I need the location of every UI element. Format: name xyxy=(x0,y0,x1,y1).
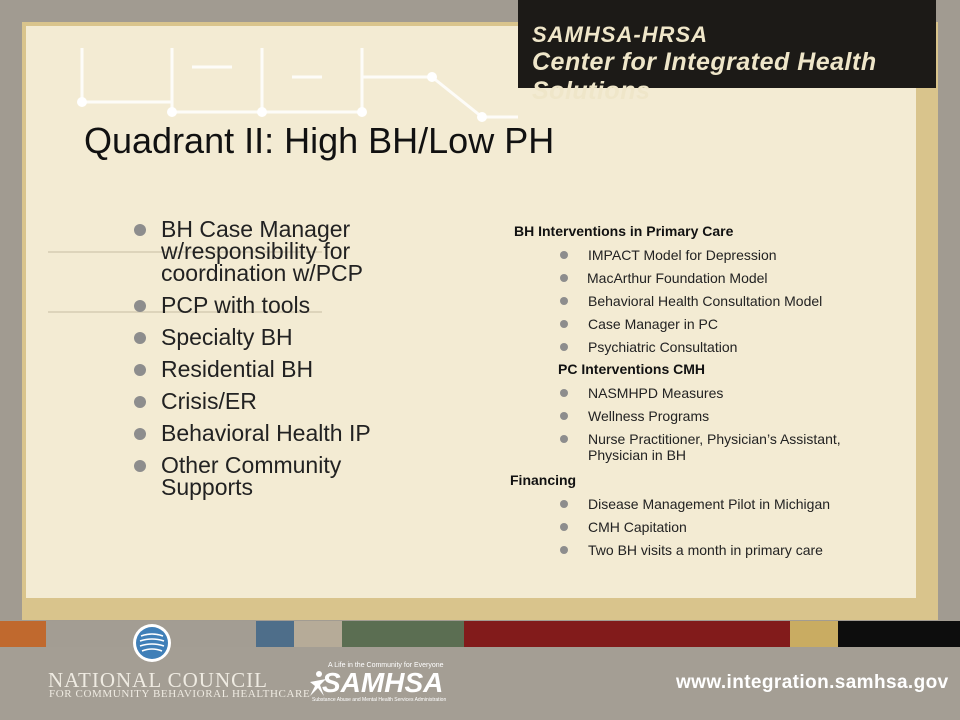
list-item xyxy=(134,390,434,412)
color-band-segment xyxy=(342,621,464,647)
section-heading-financing: Financing xyxy=(510,472,577,488)
list-item: Wellness Programs xyxy=(588,408,710,424)
logo-line1: SAMHSA-HRSA xyxy=(532,22,708,47)
bullet-icon xyxy=(560,389,568,397)
color-band-segment xyxy=(0,621,46,647)
bullet-icon xyxy=(560,274,568,282)
bullet-text: Specialty BH xyxy=(161,324,293,350)
bullet-text: Behavioral Health IP xyxy=(161,420,371,446)
section-heading-bh-interventions: BH Interventions in Primary Care xyxy=(514,223,734,239)
samhsa-tagline: A Life in the Community for Everyone xyxy=(328,662,444,669)
national-council-head-icon xyxy=(131,622,173,664)
bullet-icon xyxy=(560,297,568,305)
bullet-text: Other Community Supports xyxy=(161,452,342,500)
bullet-icon xyxy=(134,224,146,236)
logo-line2: Center for Integrated Health Solutions xyxy=(532,48,877,105)
bullet-icon xyxy=(560,251,568,259)
color-band-segment xyxy=(464,621,790,647)
color-band-segment xyxy=(294,621,342,647)
website-link[interactable]: www.integration.samhsa.gov xyxy=(676,672,949,693)
color-band-segment xyxy=(838,621,960,647)
list-item: Disease Management Pilot in Michigan xyxy=(588,496,831,512)
list-item: Psychiatric Consultation xyxy=(588,339,738,355)
list-item: Nurse Practitioner, Physician’s Assistant, Physician in BH xyxy=(588,431,841,463)
bullet-icon xyxy=(560,343,568,351)
bullet-icon xyxy=(134,460,146,472)
national-council-subtitle: FOR COMMUNITY BEHAVIORAL HEALTHCARE xyxy=(49,688,311,700)
list-item: Behavioral Health Consultation Model xyxy=(588,293,823,309)
list-item: IMPACT Model for Depression xyxy=(588,247,777,263)
list-item: NASMHPD Measures xyxy=(588,385,724,401)
slide-title: Quadrant II: High BH/Low PH xyxy=(84,120,555,161)
bullet-icon xyxy=(560,523,568,531)
list-item: Two BH visits a month in primary care xyxy=(588,542,823,558)
color-band-segment xyxy=(790,621,838,647)
bullet-text: Residential BH xyxy=(161,356,314,382)
bullet-icon xyxy=(560,500,568,508)
bullet-icon xyxy=(134,364,146,376)
bullet-icon xyxy=(134,428,146,440)
section-heading-pc-interventions: PC Interventions CMH xyxy=(558,361,706,377)
bullet-icon xyxy=(560,546,568,554)
list-item xyxy=(134,218,434,284)
list-item xyxy=(134,422,434,444)
bullet-icon xyxy=(134,396,146,408)
color-band-segment xyxy=(256,621,294,647)
samhsa-subtitle: Substance Abuse and Mental Health Services Administration xyxy=(312,697,447,703)
list-item: MacArthur Foundation Model xyxy=(587,270,768,286)
list-item xyxy=(134,294,434,316)
list-item xyxy=(134,326,434,348)
bullet-icon xyxy=(560,435,568,443)
bullet-text: BH Case Manager w/responsibility for coordination w/PCP xyxy=(161,216,363,286)
list-item: Case Manager in PC xyxy=(588,316,718,332)
list-item xyxy=(134,358,434,380)
list-item xyxy=(134,454,434,498)
bullet-icon xyxy=(560,320,568,328)
bullet-icon xyxy=(134,300,146,312)
bullet-icon xyxy=(134,332,146,344)
bullet-text: PCP with tools xyxy=(161,292,311,318)
bullet-text: Crisis/ER xyxy=(161,388,257,414)
national-council-name: NATIONAL COUNCIL xyxy=(48,668,268,692)
samhsa-logo-text: SAMHSA xyxy=(322,667,444,698)
bullet-icon xyxy=(560,412,568,420)
left-bullet-list xyxy=(134,218,434,508)
list-item: CMH Capitation xyxy=(588,519,687,535)
left-frame xyxy=(0,0,22,620)
